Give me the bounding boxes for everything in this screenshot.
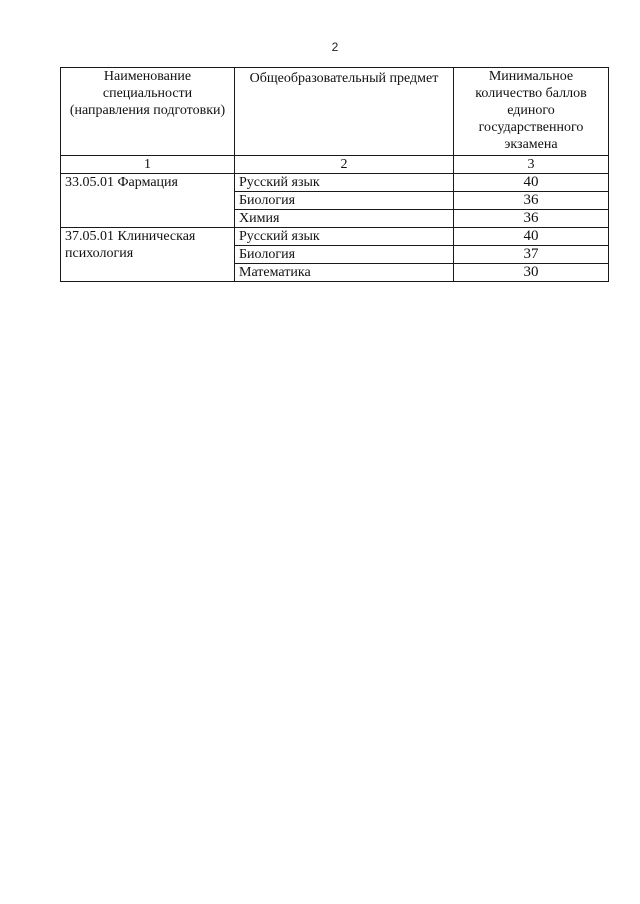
page-number: 2 bbox=[331, 40, 339, 54]
exam-scores-table bbox=[60, 67, 609, 282]
subject-cell: Химия bbox=[235, 210, 454, 228]
header-specialty: Наименование специальности (направления подготовки) bbox=[61, 68, 235, 156]
score-cell: 40 bbox=[454, 228, 609, 246]
subject-cell: Биология bbox=[235, 192, 454, 210]
score-cell: 36 bbox=[454, 192, 609, 210]
column-number: 1 bbox=[61, 156, 235, 174]
score-cell: 37 bbox=[454, 246, 609, 264]
subject-cell: Математика bbox=[235, 264, 454, 282]
column-number: 2 bbox=[235, 156, 454, 174]
specialty-cell: 37.05.01 Клиническая психология bbox=[61, 228, 235, 282]
score-cell: 40 bbox=[454, 174, 609, 192]
specialty-cell: 33.05.01 Фармация bbox=[61, 174, 235, 228]
column-number: 3 bbox=[454, 156, 609, 174]
score-cell: 30 bbox=[454, 264, 609, 282]
subject-cell: Биология bbox=[235, 246, 454, 264]
score-cell: 36 bbox=[454, 210, 609, 228]
subject-cell: Русский язык bbox=[235, 228, 454, 246]
subject-cell: Русский язык bbox=[235, 174, 454, 192]
column-numbers-row bbox=[61, 156, 609, 174]
table-row bbox=[61, 174, 609, 192]
header-subject: Общеобразовательный предмет bbox=[235, 68, 454, 156]
table-header-row bbox=[61, 68, 609, 156]
table-row bbox=[61, 228, 609, 246]
header-min-score: Минимальное количество баллов единого государственного экзамена bbox=[454, 68, 609, 156]
